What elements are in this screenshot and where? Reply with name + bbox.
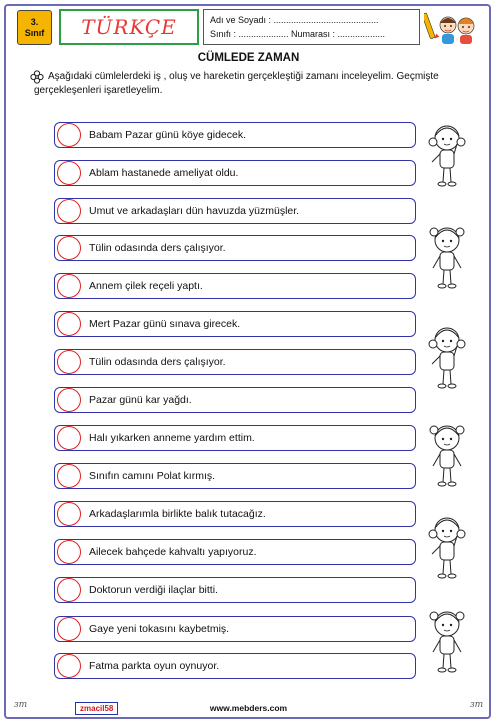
girl-standing-illustration bbox=[424, 420, 470, 488]
sentence-row bbox=[54, 311, 416, 337]
answer-circle[interactable] bbox=[57, 350, 81, 374]
sentence-text: Tülin odasında ders çalışıyor. bbox=[89, 242, 226, 254]
girl-standing-illustration bbox=[424, 222, 470, 290]
grade-badge bbox=[17, 10, 52, 45]
sentence-row bbox=[54, 501, 416, 527]
sentence-row bbox=[54, 122, 416, 148]
answer-circle[interactable] bbox=[57, 199, 81, 223]
sentence-text: Ablam hastanede ameliyat oldu. bbox=[89, 167, 239, 179]
sentence-row bbox=[54, 387, 416, 413]
sentence-text: Annem çilek reçeli yaptı. bbox=[89, 280, 203, 292]
sentence-text: Babam Pazar günü köye gidecek. bbox=[89, 129, 247, 141]
answer-circle[interactable] bbox=[57, 236, 81, 260]
answer-circle[interactable] bbox=[57, 123, 81, 147]
grade-word: Sınıf bbox=[24, 27, 45, 38]
sentence-row bbox=[54, 425, 416, 451]
girl-thinking-illustration bbox=[424, 120, 470, 188]
student-info-box bbox=[203, 9, 420, 45]
answer-circle[interactable] bbox=[57, 312, 81, 336]
section-title: CÜMLEDE ZAMAN bbox=[197, 52, 300, 64]
footer-website-link[interactable]: www.mebders.com bbox=[209, 703, 288, 713]
subject-title: TÜRKÇE bbox=[81, 15, 177, 39]
answer-circle[interactable] bbox=[57, 578, 81, 602]
girl-thinking-illustration bbox=[424, 512, 470, 580]
sentence-row bbox=[54, 160, 416, 186]
sentence-text: Doktorun verdiği ilaçlar bitti. bbox=[89, 584, 218, 596]
sentence-row bbox=[54, 198, 416, 224]
sentence-text: Pazar günü kar yağdı. bbox=[89, 394, 192, 406]
answer-circle[interactable] bbox=[57, 464, 81, 488]
sentence-text: Tülin odasında ders çalışıyor. bbox=[89, 356, 226, 368]
sentence-text: Mert Pazar günü sınava girecek. bbox=[89, 318, 241, 330]
sentence-text: Umut ve arkadaşları dün havuzda yüzmüşler. bbox=[89, 205, 300, 217]
sentence-text: Ailecek bahçede kahvaltı yapıyoruz. bbox=[89, 546, 257, 558]
sentence-row bbox=[54, 539, 416, 565]
answer-circle[interactable] bbox=[57, 654, 81, 678]
footer-code: zmacil58 bbox=[75, 702, 118, 715]
answer-circle[interactable] bbox=[57, 617, 81, 641]
footer-right-logo: ɜm bbox=[470, 700, 484, 710]
sentence-row bbox=[54, 653, 416, 679]
sentence-row bbox=[54, 349, 416, 375]
sentence-text: Gaye yeni tokasını kaybetmiş. bbox=[89, 623, 230, 635]
name-field[interactable]: Adı ve Soyadı : .......................................... bbox=[210, 15, 379, 25]
answer-circle[interactable] bbox=[57, 161, 81, 185]
footer-left-logo: ɜm bbox=[14, 700, 28, 710]
answer-circle[interactable] bbox=[57, 540, 81, 564]
girl-standing-illustration bbox=[424, 606, 470, 674]
answer-circle[interactable] bbox=[57, 426, 81, 450]
sentence-text: Arkadaşlarımla birlikte balık tutacağız. bbox=[89, 508, 266, 520]
sentence-text: Halı yıkarken anneme yardım ettim. bbox=[89, 432, 255, 444]
answer-circle[interactable] bbox=[57, 274, 81, 298]
girl-thinking-illustration bbox=[424, 322, 470, 390]
sentence-row bbox=[54, 577, 416, 603]
grade-number: 3. bbox=[30, 16, 39, 27]
class-number-field[interactable]: Sınıfı : .................... Numarası : ................... bbox=[210, 29, 386, 39]
kids-with-pencil-icon bbox=[424, 9, 480, 45]
answer-circle[interactable] bbox=[57, 388, 81, 412]
sentence-row bbox=[54, 463, 416, 489]
sentence-row bbox=[54, 616, 416, 642]
sentence-row bbox=[54, 273, 416, 299]
instructions-text: Aşağıdaki cümlelerdeki iş , oluş ve hareketin gerçekleştiği zamanı inceleyelim. Geçmişte gerçekleşenleri işaretleyelim. bbox=[34, 71, 439, 96]
subject-title-box bbox=[59, 9, 199, 45]
sentence-text: Sınıfın camını Polat kırmış. bbox=[89, 470, 216, 482]
sentence-text: Fatma parkta oyun oynuyor. bbox=[89, 660, 220, 672]
sentence-row bbox=[54, 235, 416, 261]
answer-circle[interactable] bbox=[57, 502, 81, 526]
